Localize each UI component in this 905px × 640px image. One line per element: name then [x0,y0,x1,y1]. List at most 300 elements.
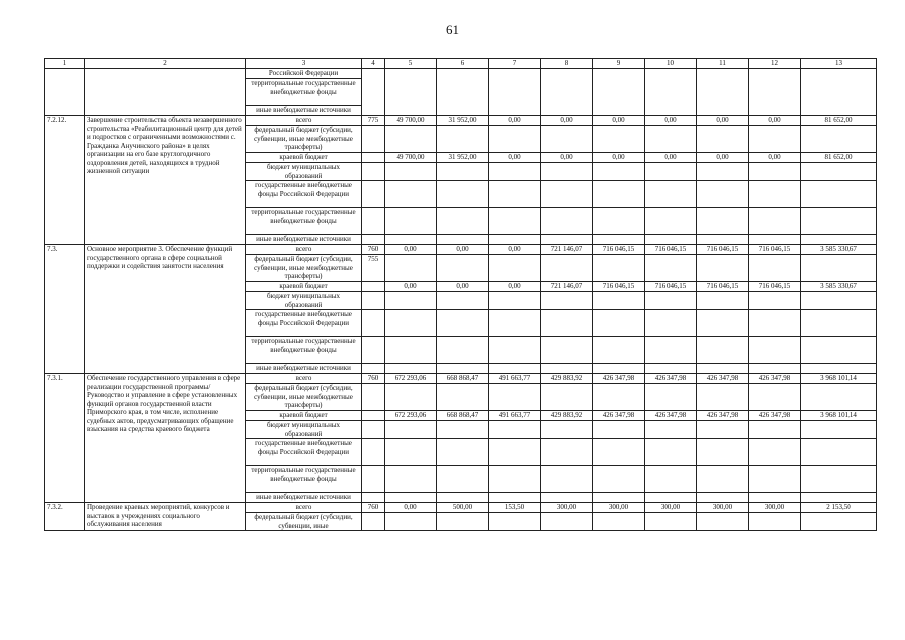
value-cell: 300,00 [697,503,749,513]
value-cell [593,255,645,282]
value-cell [801,384,877,411]
source-cell: федеральный бюджет (субсидии, субвенции, иные межбюджетные трансферты) [246,384,362,411]
value-cell [749,466,801,493]
value-cell [437,439,489,466]
value-cell [489,466,541,493]
source-cell: территориальные государственные внебюджетные фонды [246,79,362,106]
value-cell: 0,00 [489,116,541,126]
value-cell: 429 883,92 [541,374,593,384]
value-cell [541,513,593,531]
value-cell [645,466,697,493]
value-cell: 0,00 [697,153,749,163]
value-cell [645,310,697,337]
value-cell [749,493,801,503]
value-cell [749,513,801,531]
value-cell [697,69,749,79]
value-cell [645,493,697,503]
value-cell [437,421,489,439]
col4-cell [362,208,385,235]
value-cell [645,79,697,106]
name-cell: Основное мероприятие 3. Обеспечение функций государственного органа в сфере социальной поддержки и содействия занятости населения [85,245,246,374]
col4-cell: 775 [362,116,385,126]
value-cell: 0,00 [385,503,437,513]
source-cell: территориальные государственные внебюджетные фонды [246,208,362,235]
source-cell: государственные внебюджетные фонды Российской Федерации [246,181,362,208]
value-cell [593,181,645,208]
value-cell [385,384,437,411]
value-cell [437,79,489,106]
name-cell [85,106,246,116]
value-cell [385,208,437,235]
value-cell [489,384,541,411]
value-cell [749,255,801,282]
col4-cell [362,153,385,163]
value-cell [489,310,541,337]
value-cell: 3 585 330,67 [801,245,877,255]
value-cell [697,292,749,310]
source-cell: федеральный бюджет (субсидии, субвенции, иные межбюджетные трансферты) [246,255,362,282]
value-cell [697,493,749,503]
page-number: 61 [446,22,459,37]
table-row [45,79,877,106]
value-cell: 153,50 [489,503,541,513]
budget-table [44,58,877,531]
value-cell [593,466,645,493]
value-cell [749,421,801,439]
value-cell [385,493,437,503]
value-cell [437,292,489,310]
value-cell [801,466,877,493]
value-cell [437,513,489,531]
value-cell [801,513,877,531]
value-cell [385,181,437,208]
source-cell: государственные внебюджетные фонды Российской Федерации [246,439,362,466]
source-cell: всего [246,503,362,513]
table-row [45,374,877,384]
value-cell [801,337,877,364]
value-cell: 716 046,15 [645,245,697,255]
value-cell: 716 046,15 [749,282,801,292]
value-cell [645,106,697,116]
value-cell [489,255,541,282]
value-cell: 716 046,15 [645,282,697,292]
value-cell [801,439,877,466]
value-cell [697,181,749,208]
value-cell: 426 347,98 [697,411,749,421]
value-cell [697,364,749,374]
value-cell [437,384,489,411]
source-cell: Российской Федерации [246,69,362,79]
table-row [45,245,877,255]
value-cell [593,106,645,116]
value-cell [749,69,801,79]
value-cell [801,493,877,503]
value-cell [437,466,489,493]
column-header: 10 [645,59,697,69]
value-cell: 0,00 [749,116,801,126]
value-cell [749,310,801,337]
value-cell: 0,00 [489,245,541,255]
value-cell: 426 347,98 [593,411,645,421]
code-cell: 7.2.12. [45,116,85,245]
value-cell [749,79,801,106]
value-cell [385,79,437,106]
value-cell: 0,00 [541,153,593,163]
value-cell [489,235,541,245]
source-cell: иные внебюджетные источники [246,106,362,116]
source-cell: иные внебюджетные источники [246,364,362,374]
value-cell: 721 146,07 [541,282,593,292]
value-cell [697,439,749,466]
value-cell: 0,00 [697,116,749,126]
value-cell [645,208,697,235]
value-cell: 0,00 [593,116,645,126]
value-cell [645,126,697,153]
value-cell [437,69,489,79]
value-cell: 426 347,98 [645,411,697,421]
column-header: 2 [85,59,246,69]
table-row [45,69,877,79]
value-cell [385,292,437,310]
value-cell [541,384,593,411]
value-cell: 300,00 [645,503,697,513]
col4-cell [362,421,385,439]
source-cell: бюджет муниципальных образований [246,292,362,310]
value-cell [801,364,877,374]
value-cell: 668 868,47 [437,374,489,384]
value-cell [489,69,541,79]
value-cell [801,126,877,153]
column-header: 8 [541,59,593,69]
value-cell: 0,00 [541,116,593,126]
source-cell: иные внебюджетные источники [246,235,362,245]
value-cell: 0,00 [489,153,541,163]
col4-cell [362,337,385,364]
value-cell [541,364,593,374]
column-header: 13 [801,59,877,69]
value-cell: 49 700,00 [385,116,437,126]
value-cell [489,126,541,153]
value-cell [437,163,489,181]
value-cell: 0,00 [385,282,437,292]
value-cell [801,421,877,439]
value-cell: 426 347,98 [593,374,645,384]
value-cell: 0,00 [749,153,801,163]
value-cell [489,181,541,208]
value-cell [593,126,645,153]
source-cell: бюджет муниципальных образований [246,163,362,181]
source-cell: федеральный бюджет (субсидии, субвенции, иные [246,513,362,531]
value-cell [593,235,645,245]
value-cell [593,337,645,364]
value-cell: 3 968 101,14 [801,411,877,421]
value-cell [749,292,801,310]
value-cell: 81 652,00 [801,153,877,163]
value-cell [385,235,437,245]
col4-cell [362,69,385,79]
value-cell: 31 952,00 [437,153,489,163]
value-cell [385,126,437,153]
value-cell [437,364,489,374]
value-cell: 426 347,98 [749,411,801,421]
name-cell [85,69,246,79]
value-cell [801,181,877,208]
value-cell [489,513,541,531]
value-cell [593,493,645,503]
value-cell [645,421,697,439]
value-cell [697,208,749,235]
value-cell [697,337,749,364]
value-cell: 426 347,98 [697,374,749,384]
value-cell [593,163,645,181]
value-cell: 0,00 [385,245,437,255]
value-cell: 0,00 [489,282,541,292]
value-cell: 49 700,00 [385,153,437,163]
value-cell: 672 293,06 [385,411,437,421]
col4-cell [362,292,385,310]
value-cell: 668 868,47 [437,411,489,421]
source-cell: краевой бюджет [246,411,362,421]
source-cell: иные внебюджетные источники [246,493,362,503]
value-cell [801,292,877,310]
source-cell: всего [246,116,362,126]
value-cell [489,79,541,106]
value-cell [385,421,437,439]
value-cell [385,466,437,493]
value-cell: 2 153,50 [801,503,877,513]
value-cell: 426 347,98 [645,374,697,384]
value-cell: 0,00 [593,153,645,163]
value-cell [645,384,697,411]
value-cell [749,208,801,235]
value-cell [385,163,437,181]
value-cell [749,384,801,411]
value-cell: 0,00 [437,245,489,255]
value-cell [749,439,801,466]
value-cell [697,255,749,282]
code-cell [45,69,85,79]
table-row [45,106,877,116]
value-cell [541,106,593,116]
value-cell [801,208,877,235]
value-cell [541,421,593,439]
source-cell: территориальные государственные внебюджетные фонды [246,466,362,493]
col4-cell: 755 [362,255,385,282]
value-cell [593,69,645,79]
value-cell [697,310,749,337]
value-cell [593,513,645,531]
value-cell [437,337,489,364]
source-cell: государственные внебюджетные фонды Российской Федерации [246,310,362,337]
value-cell [697,79,749,106]
value-cell: 716 046,15 [749,245,801,255]
code-cell [45,106,85,116]
value-cell [437,106,489,116]
value-cell: 426 347,98 [749,374,801,384]
value-cell [749,163,801,181]
value-cell [541,493,593,503]
col4-cell [362,411,385,421]
value-cell [593,310,645,337]
name-cell [85,79,246,106]
value-cell [593,421,645,439]
value-cell [541,255,593,282]
name-cell: Завершение строительства объекта незавершенного строительства «Реабилитационный центр для детей и подростков с ограниченными возможностями с. Гражданка Анучинского района» в целях организации на его базе круглогодичного оздоровления детей, находящихся в трудной жизненной ситуации [85,116,246,245]
source-cell: краевой бюджет [246,282,362,292]
value-cell [489,421,541,439]
code-cell: 7.3.2. [45,503,85,531]
value-cell [697,421,749,439]
value-cell: 429 883,92 [541,411,593,421]
value-cell: 0,00 [645,116,697,126]
value-cell [697,163,749,181]
col4-cell [362,466,385,493]
col4-cell [362,79,385,106]
value-cell [385,337,437,364]
value-cell [541,181,593,208]
value-cell [645,255,697,282]
value-cell [749,126,801,153]
value-cell [801,235,877,245]
value-cell [749,235,801,245]
column-header: 5 [385,59,437,69]
value-cell [541,439,593,466]
source-cell: всего [246,374,362,384]
code-cell: 7.3. [45,245,85,374]
col4-cell: 760 [362,374,385,384]
value-cell [541,163,593,181]
value-cell: 300,00 [541,503,593,513]
value-cell [593,208,645,235]
value-cell [593,439,645,466]
value-cell [385,310,437,337]
col4-cell [362,282,385,292]
value-cell: 491 663,77 [489,374,541,384]
value-cell [801,69,877,79]
value-cell: 716 046,15 [697,245,749,255]
value-cell [489,364,541,374]
source-cell: всего [246,245,362,255]
col4-cell [362,513,385,531]
col4-cell [362,364,385,374]
value-cell [749,364,801,374]
col4-cell [362,181,385,208]
value-cell [697,235,749,245]
column-header: 9 [593,59,645,69]
value-cell: 300,00 [749,503,801,513]
col4-cell [362,439,385,466]
col4-cell: 760 [362,503,385,513]
value-cell [645,163,697,181]
value-cell [801,163,877,181]
table-row [45,503,877,513]
col4-cell [362,310,385,337]
source-cell: краевой бюджет [246,153,362,163]
value-cell: 721 146,07 [541,245,593,255]
value-cell: 672 293,06 [385,374,437,384]
value-cell [593,364,645,374]
col4-cell: 760 [362,245,385,255]
value-cell [437,235,489,245]
value-cell [645,235,697,245]
code-cell: 7.3.1. [45,374,85,503]
column-header: 6 [437,59,489,69]
value-cell: 716 046,15 [593,245,645,255]
value-cell: 500,00 [437,503,489,513]
value-cell [593,292,645,310]
value-cell: 716 046,15 [593,282,645,292]
value-cell: 81 652,00 [801,116,877,126]
value-cell [489,208,541,235]
value-cell [697,513,749,531]
value-cell [489,493,541,503]
value-cell [541,310,593,337]
value-cell [541,69,593,79]
name-cell: Обеспечение государственного управления в сфере реализации государственной программы/ Руководство и управление в сфере установленных функций органов государственной власти Приморского края, в том числе, исполнение судебных актов, предусматривающих обращение взыскания на средства краевого бюджета [85,374,246,503]
value-cell [801,79,877,106]
value-cell [645,292,697,310]
col4-cell [362,384,385,411]
value-cell [385,69,437,79]
value-cell [489,337,541,364]
value-cell [541,235,593,245]
col4-cell [362,106,385,116]
value-cell [489,439,541,466]
value-cell: 0,00 [437,282,489,292]
value-cell [385,513,437,531]
source-cell: федеральный бюджет (субсидии, субвенции, иные межбюджетные трансферты) [246,126,362,153]
value-cell [489,163,541,181]
value-cell [801,255,877,282]
value-cell [593,384,645,411]
value-cell [437,181,489,208]
value-cell: 0,00 [645,153,697,163]
value-cell: 300,00 [593,503,645,513]
value-cell [801,310,877,337]
value-cell [645,181,697,208]
value-cell [437,255,489,282]
value-cell [437,310,489,337]
value-cell [541,337,593,364]
value-cell [749,106,801,116]
value-cell [645,364,697,374]
value-cell [489,292,541,310]
value-cell [541,126,593,153]
value-cell [489,106,541,116]
value-cell [645,513,697,531]
column-header: 1 [45,59,85,69]
value-cell [541,466,593,493]
value-cell: 3 968 101,14 [801,374,877,384]
value-cell [645,337,697,364]
value-cell [749,181,801,208]
table-row [45,116,877,126]
col4-cell [362,493,385,503]
value-cell [437,126,489,153]
header-row [45,59,877,69]
value-cell [385,255,437,282]
value-cell: 31 952,00 [437,116,489,126]
column-header: 12 [749,59,801,69]
value-cell [437,208,489,235]
col4-cell [362,163,385,181]
column-header: 4 [362,59,385,69]
value-cell [541,79,593,106]
value-cell [645,439,697,466]
value-cell [645,69,697,79]
col4-cell [362,126,385,153]
value-cell [593,79,645,106]
